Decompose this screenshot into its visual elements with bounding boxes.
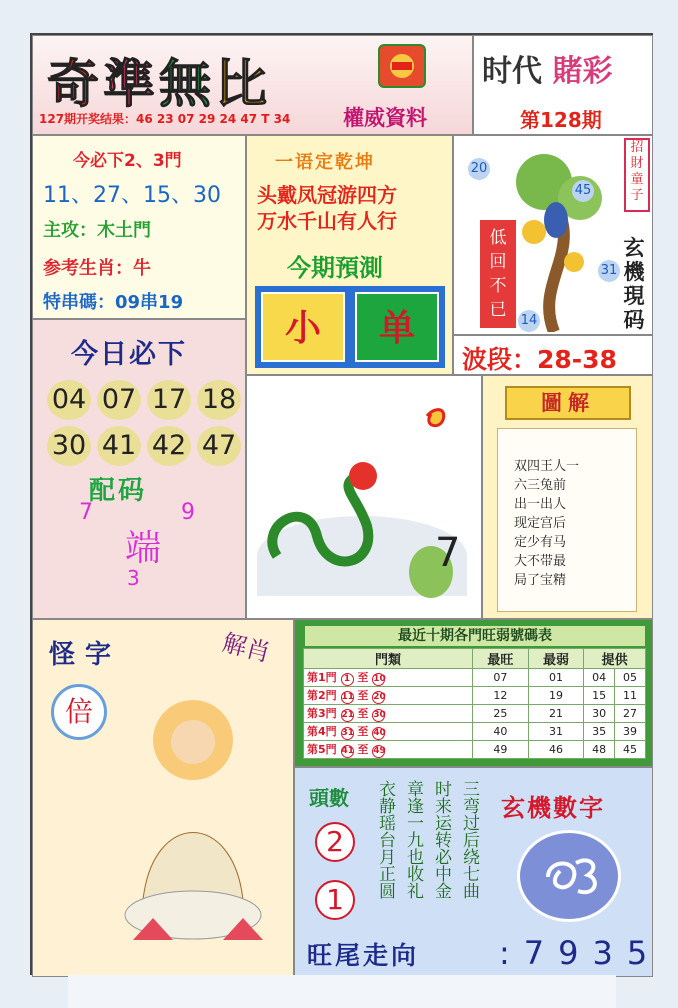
forecast-panel: [246, 135, 453, 375]
poem-column: 章逢一九也收礼: [403, 780, 423, 899]
door-table-panel: [294, 619, 653, 767]
hot-cell: 49: [473, 741, 529, 759]
suggest-cell: 35: [584, 723, 615, 741]
last-result: 127期开奖结果：46 23 07 29 24 47 T 34: [39, 112, 291, 126]
fist-logo-icon: [378, 44, 426, 88]
era-panel: [473, 35, 653, 135]
today-number: 41: [97, 426, 141, 466]
brand-char-4: 比: [215, 54, 272, 115]
match-digit: 9: [181, 500, 195, 525]
today-number: 47: [197, 426, 241, 466]
explain-line: 定少有马: [514, 535, 567, 550]
suggest-cell: 05: [615, 669, 646, 687]
door-name: 第1門: [307, 671, 337, 684]
dragon-illustration: [247, 376, 481, 618]
range-to-label: 至: [357, 707, 369, 720]
authority-label: 權威資料: [343, 106, 427, 130]
table-row: [304, 723, 646, 741]
dragon-illustration-panel: [246, 375, 482, 619]
motto: 一语定乾坤: [275, 152, 375, 173]
hot-cell: 40: [473, 723, 529, 741]
match-title: 配码: [89, 476, 148, 506]
hot-cell: 12: [473, 687, 529, 705]
match-digit: 3: [127, 566, 140, 590]
tail-direction-label: 旺尾走向: [307, 941, 420, 970]
today-number: 07: [97, 380, 141, 420]
tip-main-attack: 主攻：木土門: [43, 220, 151, 241]
mystic-code-label: [620, 236, 648, 332]
tail-numbers: :7935: [499, 934, 662, 972]
brand-char-2: 準: [103, 54, 160, 115]
tip-door: 今必下2、3門: [73, 151, 182, 171]
brand-title: [47, 42, 271, 117]
suggest-cell: 39: [615, 723, 646, 741]
poem-column: 三弯过后绕七曲: [459, 780, 479, 899]
svg-text:7: 7: [435, 530, 461, 576]
table-row: [304, 669, 646, 687]
mystic-disc: [517, 830, 621, 922]
suggest-cell: 48: [584, 741, 615, 759]
table-header: 最弱: [528, 649, 584, 669]
explain-scroll: [497, 428, 637, 612]
forecast-title: 今期預測: [287, 254, 383, 282]
table-header: 門類: [304, 649, 473, 669]
tip-zodiac: 参考生肖：牛: [43, 258, 151, 279]
suggest-cell: 15: [584, 687, 615, 705]
lucky-ball: 45: [572, 180, 594, 202]
cold-cell: 46: [528, 741, 584, 759]
range-to-label: 至: [357, 671, 369, 684]
header-banner: [32, 35, 473, 135]
range-from: 31: [341, 728, 355, 738]
recruit-char-2: 財: [630, 156, 644, 171]
recruit-char-1: 招: [630, 140, 644, 155]
today-title: 今日必下: [71, 339, 187, 370]
lucky-ball: 20: [468, 158, 490, 180]
tip-special: 特串碼：09串19: [43, 292, 184, 313]
waveband-panel: [453, 335, 653, 375]
pick-odd: 单: [355, 292, 439, 362]
mystic-char-3: 現: [623, 284, 645, 308]
lucky-ball: 14: [518, 310, 540, 332]
suggest-cell: 04: [584, 669, 615, 687]
recruit-label: [624, 138, 650, 212]
match-char: 端: [125, 528, 162, 569]
today-number: 18: [197, 380, 241, 420]
era-char-3: 賭: [552, 54, 583, 89]
era-char-1: 时: [482, 54, 512, 89]
cold-cell: 21: [528, 705, 584, 723]
today-panel: [32, 319, 246, 619]
scribble-digit-icon: [520, 833, 618, 919]
pick-small: 小: [261, 292, 345, 362]
range-to-label: 至: [357, 743, 369, 756]
era-char-4: 彩: [582, 54, 613, 89]
recruit-char-4: 子: [630, 188, 644, 203]
lottery-sheet: [30, 33, 662, 975]
explain-poem: [514, 457, 579, 590]
head-digit: 1: [315, 880, 355, 920]
poem-line-2: 万水千山有人行: [257, 209, 397, 233]
brand-char-1: 奇: [47, 54, 104, 115]
poem-line-1: 头戴凤冠游四方: [257, 183, 397, 207]
head-count-label: 頭數: [309, 786, 349, 810]
door-table: [303, 648, 646, 759]
pick-box: [255, 286, 445, 368]
slip-char-2: 回: [489, 252, 507, 272]
explain-line: 局了宝精: [514, 573, 567, 588]
explain-line: 双四王人一: [514, 459, 580, 474]
suggest-cell: 27: [615, 705, 646, 723]
poem-column: 时来运转必中金: [431, 780, 451, 899]
table-row: [304, 741, 646, 759]
range-to: 49: [373, 746, 386, 756]
cold-cell: 31: [528, 723, 584, 741]
mystic-char-4: 码: [623, 308, 645, 332]
explain-line: 六三兔前: [514, 478, 567, 493]
mystic-digits-panel: [294, 767, 662, 977]
suggest-cell: 11: [615, 687, 646, 705]
strange-side-label: 解肖: [219, 628, 274, 668]
match-digit: 7: [79, 500, 93, 525]
slip-char-3: 不: [489, 276, 507, 296]
table-header: 最旺: [473, 649, 529, 669]
fortune-tree-panel: [453, 135, 653, 335]
issue-number: 第128期: [520, 108, 602, 132]
door-cell: [304, 741, 473, 759]
strange-title: 怪字: [49, 640, 122, 670]
slip-char-4: 已: [489, 300, 507, 320]
today-number: 04: [47, 380, 91, 420]
forecast-poem: [257, 182, 397, 234]
footer-strip: [68, 975, 616, 1008]
era-char-2: 代: [512, 54, 542, 89]
today-number: 30: [47, 426, 91, 466]
buddha-illustration: [123, 700, 273, 950]
hot-cell: 07: [473, 669, 529, 687]
door-cell: [304, 705, 473, 723]
door-cell: [304, 669, 473, 687]
hot-cell: 25: [473, 705, 529, 723]
door-table-title: 最近十期各門旺弱號碼表: [305, 626, 645, 646]
era-title: [482, 46, 612, 90]
waveband-text: 波段：28-38: [462, 345, 617, 374]
door-name: 第4門: [307, 725, 337, 738]
range-from: 21: [341, 710, 355, 720]
today-number: 17: [147, 380, 191, 420]
tip-numbers: 11、27、15、30: [43, 183, 221, 208]
door-name: 第3門: [307, 707, 337, 720]
range-from: 41: [341, 746, 355, 756]
explain-line: 出一出人: [514, 497, 567, 512]
strange-char: 倍: [51, 684, 107, 740]
range-to: 10: [373, 674, 386, 684]
table-row: [304, 705, 646, 723]
tips-panel: [32, 135, 246, 319]
slip-char-1: 低: [489, 228, 507, 248]
range-from: 11: [341, 692, 355, 702]
suggest-cell: 30: [584, 705, 615, 723]
range-to: 40: [373, 728, 386, 738]
mystic-char-2: 機: [623, 260, 645, 284]
range-to-label: 至: [357, 725, 369, 738]
mystic-digits-title: 玄機數字: [501, 794, 605, 822]
explain-line: 现定宫后: [514, 516, 567, 531]
head-digit: 2: [315, 822, 355, 862]
cold-cell: 19: [528, 687, 584, 705]
range-to: 30: [373, 710, 386, 720]
range-to-label: 至: [357, 689, 369, 702]
recruit-char-3: 童: [630, 172, 644, 187]
door-name: 第2門: [307, 689, 337, 702]
brand-char-3: 無: [159, 54, 216, 115]
door-name: 第5門: [307, 743, 337, 756]
figure-explain-panel: [482, 375, 653, 619]
today-number: 42: [147, 426, 191, 466]
range-from: 1: [341, 673, 354, 686]
suggest-cell: 45: [615, 741, 646, 759]
range-to: 20: [373, 692, 386, 702]
mystic-char-1: 玄: [623, 236, 645, 260]
slogan-slip: [480, 220, 516, 328]
poem-column: 衣静瑶台月正圆: [375, 780, 395, 899]
door-cell: [304, 687, 473, 705]
table-row: [304, 687, 646, 705]
door-cell: [304, 723, 473, 741]
table-header: 提供: [584, 649, 646, 669]
explain-title: 圖解: [505, 386, 631, 420]
cold-cell: 01: [528, 669, 584, 687]
lucky-ball: 31: [598, 260, 620, 282]
strange-char-panel: [32, 619, 294, 977]
explain-line: 大不带最: [514, 554, 567, 569]
